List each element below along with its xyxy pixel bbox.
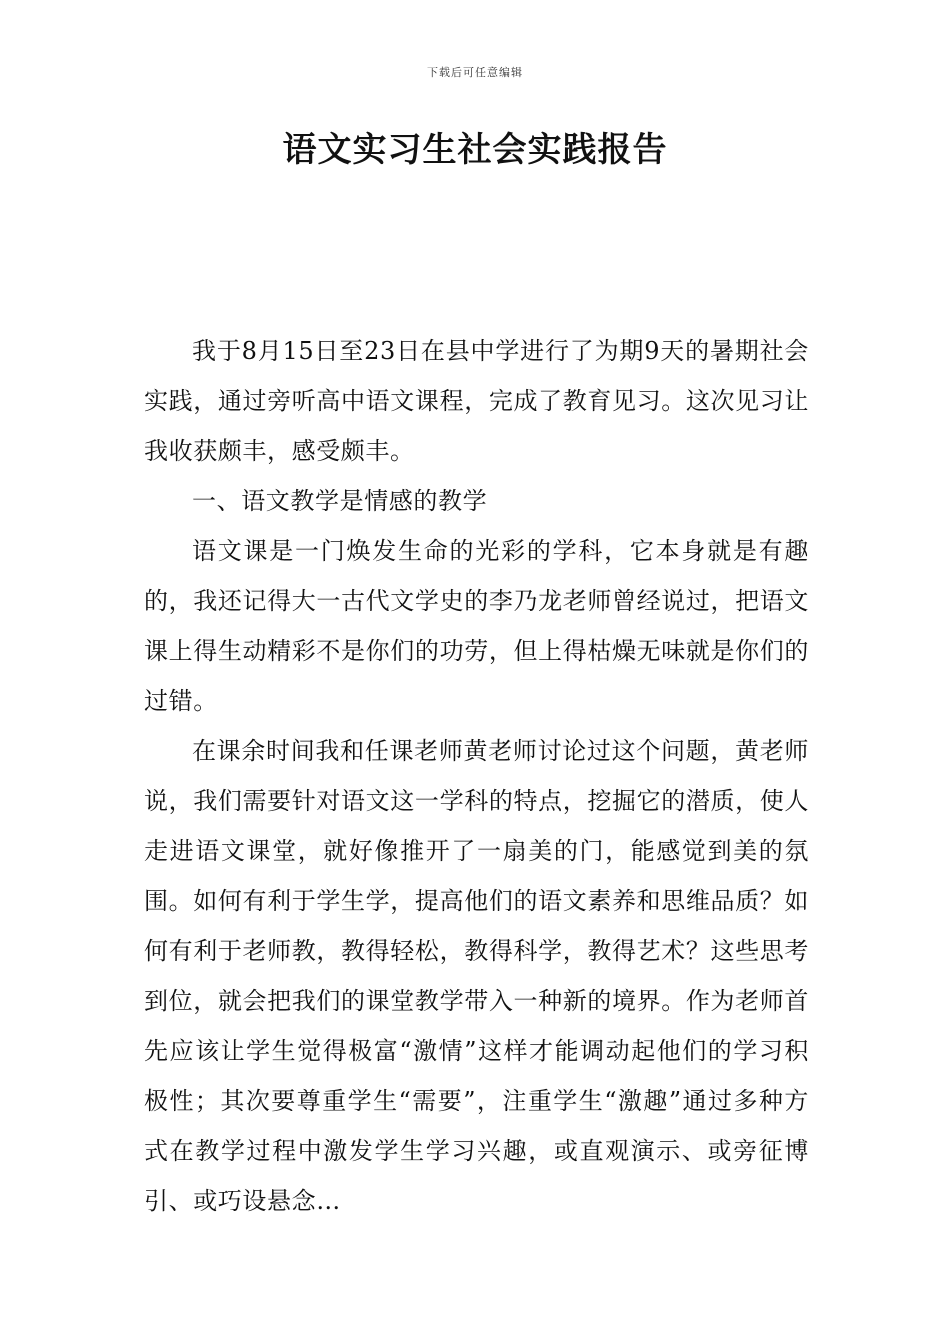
paragraph-2: 语文课是一门焕发生命的光彩的学科，它本身就是有趣的，我还记得大一古代文学史的李乃龙老师曾经说过，把语文课上得生动精彩不是你们的功劳，但上得枯燥无味就是你们的过错。 bbox=[144, 537, 809, 715]
section-heading-1: 一、语文教学是情感的教学 bbox=[192, 487, 488, 515]
document-title: 语文实习生社会实践报告 bbox=[282, 130, 668, 170]
paragraph-intro: 我于8月15日至23日在县中学进行了为期9天的暑期社会实践，通过旁听高中语文课程，完成了教育见习。这次见习让我收获颇丰，感受颇丰。 bbox=[144, 337, 809, 465]
header-note: 下载后可任意编辑 bbox=[427, 66, 523, 79]
document-body bbox=[144, 326, 809, 1226]
paragraph-3: 在课余时间我和任课老师黄老师讨论过这个问题，黄老师说，我们需要针对语文这一学科的特点，挖掘它的潜质，使人走进语文课堂，就好像推开了一扇美的门，能感觉到美的氛围。如何有利于学生学，提高他们的语文素养和思维品质？如何有利于老师教，教得轻松，教得科学，教得艺术？这些思考到位，就会把我们的课堂教学带入一种新的境界。作为老师首先应该让学生觉得极富“激情”这样才能调动起他们的学习积极性；其次要尊重学生“需要”，注重学生“激趣”通过多种方式在教学过程中激发学生学习兴趣，或直观演示、或旁征博引、或巧设悬念… bbox=[144, 737, 809, 1215]
